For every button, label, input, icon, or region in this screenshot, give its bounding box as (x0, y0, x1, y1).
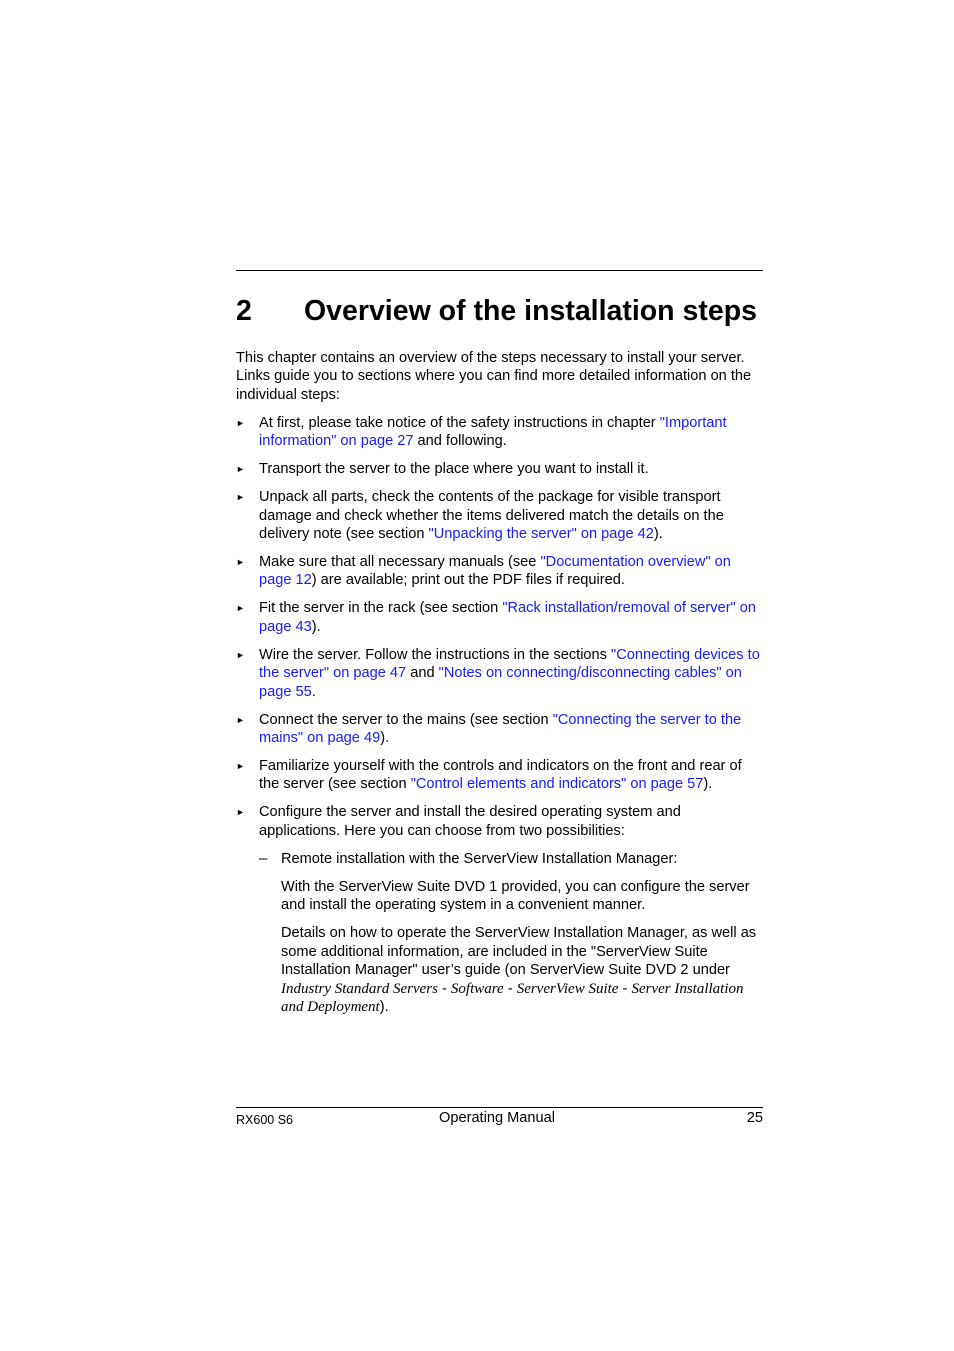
step-wire (236, 646, 763, 701)
details-text: Details on how to operate the ServerView Installation Manager, as well as some additional information, are included in the "ServerView Suite Installation Manager" user’s guide (on ServerView Suite DVD 2 under (281, 925, 757, 979)
bullet-arrow-icon: ► (236, 492, 245, 503)
step-configure (236, 803, 763, 1016)
link-control-elements[interactable]: "Control elements and indicators" on page 57 (410, 776, 704, 793)
bullet-arrow-icon: ► (236, 557, 245, 568)
link-rack-installation[interactable]: "Rack installation/removal of server" on page 43 (259, 600, 757, 635)
step-text: and (406, 665, 439, 682)
bullet-arrow-icon: ► (236, 464, 245, 475)
installation-steps-list (236, 414, 763, 1017)
footer-title: Operating Manual (439, 1110, 556, 1126)
chapter-top-rule (236, 270, 763, 271)
chapter-body (236, 349, 763, 1026)
footer-rule (236, 1107, 763, 1108)
step-text: Wire the server. Follow the instructions in the sections (259, 646, 612, 663)
chapter-number: 2 (236, 295, 252, 327)
step-text: ). (703, 776, 713, 793)
chapter-title: Overview of the installation steps (304, 295, 757, 327)
step-text: ). (380, 730, 390, 747)
details-end: ). (379, 998, 389, 1015)
step-text: Make sure that all necessary manuals (see (259, 554, 541, 571)
bullet-arrow-icon: ► (236, 714, 245, 725)
step-text: ). (653, 526, 663, 543)
link-unpacking-server[interactable]: "Unpacking the server" on page 42 (428, 526, 654, 543)
step-rack (236, 599, 763, 636)
step-text: and following. (413, 433, 507, 450)
bullet-arrow-icon: ► (236, 417, 245, 428)
path-separator: - (618, 980, 632, 997)
step-controls (236, 757, 763, 794)
option-details (281, 924, 763, 1016)
step-text: Configure the server and install the desired operating system and applications. Here you can choose from two possibilities: (259, 804, 681, 839)
chapter-heading (236, 293, 776, 329)
option-title: Remote installation with the ServerView Installation Manager: (281, 850, 678, 867)
step-manuals (236, 553, 763, 590)
path-software: Software (450, 980, 504, 997)
link-connecting-mains[interactable]: "Connecting the server to the mains" on page 49 (259, 711, 742, 747)
step-text: ). (311, 618, 321, 635)
bullet-arrow-icon: ► (236, 761, 245, 772)
dash-marker: – (259, 850, 268, 867)
path-separator: - (503, 980, 517, 997)
path-industry-standard-servers: Industry Standard Servers (281, 980, 438, 997)
step-text: Familiarize yourself with the controls and indicators on the front and rear of the server (see section (259, 758, 742, 793)
step-text: ) are available; print out the PDF files if required. (311, 572, 625, 589)
link-notes-cables[interactable]: "Notes on connecting/disconnecting cables" on page 55 (259, 665, 742, 700)
installation-options-list (259, 850, 763, 1016)
step-text: Fit the server in the rack (see section (259, 600, 503, 617)
step-text: Transport the server to the place where you want to install it. (259, 461, 649, 478)
option-description: With the ServerView Suite DVD 1 provided, you can configure the server and install the operating system in a convenient manner. (281, 878, 750, 914)
step-text: Connect the server to the mains (see section (259, 711, 553, 728)
bullet-arrow-icon: ► (236, 807, 245, 818)
option-remote-installation (259, 850, 763, 1016)
bullet-arrow-icon: ► (236, 603, 245, 614)
bullet-arrow-icon: ► (236, 649, 245, 660)
path-server-installation: Server Installation and Deployment (281, 980, 744, 1015)
path-serverview-suite: ServerView Suite (516, 980, 619, 997)
footer-page-number: 25 (746, 1110, 763, 1126)
link-connecting-devices[interactable]: "Connecting devices to the server" on page 47 (259, 646, 760, 682)
path-separator: - (437, 980, 451, 997)
step-transport (236, 460, 763, 478)
step-mains (236, 711, 763, 748)
link-documentation-overview[interactable]: "Documentation overview" on page 12 (259, 554, 731, 589)
step-text: . (311, 683, 316, 700)
step-text: At first, please take notice of the safety instructions in chapter (259, 414, 660, 431)
step-safety (236, 414, 763, 451)
intro-paragraph: This chapter contains an overview of the steps necessary to install your server. Links guide you to sections where you can find more detailed information on the individual steps: (236, 350, 752, 403)
step-text: Unpack all parts, check the contents of the package for visible transport damage and check whether the items delivered match the details on the delivery note (see section (259, 489, 724, 543)
link-important-information[interactable]: "Important information" on page 27 (259, 414, 727, 450)
footer-model: RX600 S6 (236, 1113, 293, 1127)
step-unpack (236, 488, 763, 543)
